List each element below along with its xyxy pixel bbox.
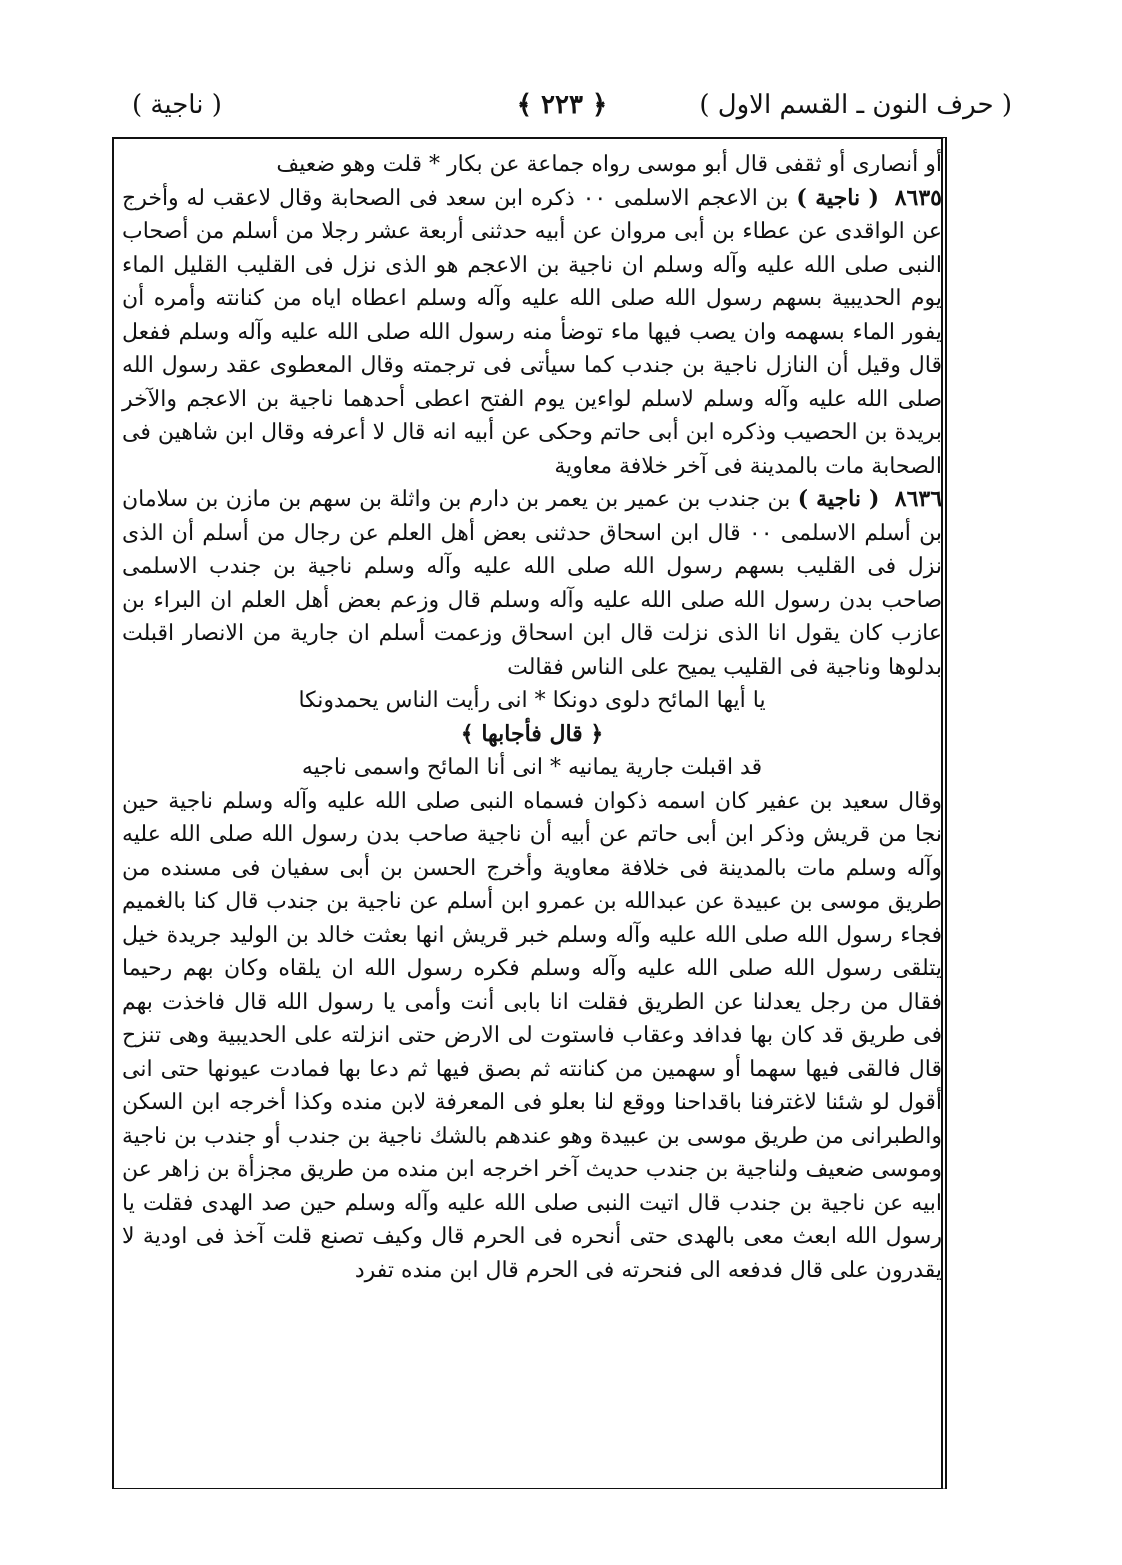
entry-number: ٨٦٣٦ [894,486,943,512]
poem-verse-2: قد اقبلت جارية يمانيه * انى أنا المائح واسمى ناجيه [301,755,763,780]
entry-8636 [122,483,942,684]
page-header [112,84,1012,128]
intro-line: أو أنصارى أو ثقفى قال أبو موسى رواه جماعة عن بكار * قلت وهو ضعيف [276,152,942,177]
section-title: ( حرف النون ـ القسم الاول ) [699,90,1012,120]
entry-number: ٨٦٣٥ [894,184,942,211]
entry-text: بن جندب بن عمير بن يعمر بن دارم بن واثلة بن سهم بن مازن بن سلامان بن أسلم الاسلمى ٠٠ قال ابن اسحاق حدثنى بعض أهل العلم عن رجال من أسلم أن الذى نزل فى القليب بسهم رسول الله صلى الله عليه وآله وسلم ناجية بن جندب الاسلمى صاحب بدن رسول الله صلى الله عليه وآله وسلم قال وزعم بعض أهل العلم ان البراء بن عازب كان يقول انا الذى نزلت قال ابن اسحاق وزعمت أسلم ان جارية من الانصار اقبلت بدلوها وناجية فى القليب يميح على الناس فقالت [122,487,942,680]
poem-label: ﴿ قال فأجابها ﴾ [460,720,604,747]
closing-paragraph: وقال سعيد بن عفير كان اسمه ذكوان فسماه النبى صلى الله عليه وآله وسلم ناجية حين نجا من قريش وذكر ابن أبى حاتم عن أبيه أن ناجية صاحب بدن رسول الله صلى الله عليه وآله وسلم مات بالمدينة فى خلافة معاوية وأخرج الحسن بن أبى سفيان فى مسنده من طريق موسى بن عبيدة عن عبدالله بن عمرو ابن أسلم عن ناجية بن جندب قال كنا بالغميم فجاء رسول الله صلى الله عليه وآله وسلم خبر قريش انها بعثت خالد بن الوليد جريدة خيل يتلقى رسول الله صلى الله عليه وآله وسلم فكره رسول الله ان يلقاه وكان بهم رحيما فقال من رجل يعدلنا عن الطريق فقلت انا بابى أنت وأمى يا رسول الله قال فاخذت بهم فى طريق قد كان بها فدافد وعقاب فاستوت لى الارض حتى انزلته على الحديبية وهى تنزح قال فالقى فيها سهما أو سهمين من كنانته ثم بصق فيها ثم دعا بها فمادت عيونها حتى انى أقول لو شئنا لاغترفنا باقداحنا ووقع لنا بعلو فى المعرفة لابن منده وكذا أخرجه ابن السكن والطبرانى من طريق موسى بن عبيدة وهو عندهم بالشك ناجية بن جندب أو جندب بن ناجية وموسى ضعيف ولناجية بن جندب حديث آخر اخرجه ابن منده من طريق مجزأة بن زاهر عن ابيه عن ناجية بن جندب قال اتيت النبى صلى الله عليه وآله وسلم حين صد الهدى فقلت يا رسول الله ابعث معى بالهدى حتى أنحره فى الحرم قال وكيف تصنع قلت آخذ فى اودية لا يقدرون على قال فدفعه الى فنحرته فى الحرم قال ابن منده تفرد [122,788,942,1283]
entry-8635 [122,182,942,484]
running-entry-name: ( ناجية ) [132,90,222,120]
entry-name: ( ناجية ) [796,184,879,211]
body-text [122,148,942,1287]
page-number: ﴿ ٢٢٣ ﴾ [516,90,608,120]
entry-name: ( ناجية ) [797,486,880,512]
poem-verse-1: يا أيها المائح دلوى دونكا * انى رأيت الناس يحمدونكا [298,688,766,713]
entry-text: بن الاعجم الاسلمى ٠٠ ذكره ابن سعد فى الصحابة وقال لاعقب له وأخرج عن الواقدى عن عطاء بن أبى مروان عن أبيه حدثنى أربعة عشر رجلا من أسلم من أصحاب النبى صلى الله عليه وآله وسلم ان ناجية بن الاعجم هو الذى نزل فى القليب القليل الماء يوم الحديبية بسهم رسول الله صلى الله عليه وآله وسلم اعطاه اياه من كنانته وأمره أن يفور الماء بسهمه وان يصب فيها ماء توضأ منه رسول الله صلى الله عليه وآله وسلم ففعل قال وقيل أن النازل ناجية بن جندب كما سيأتى فى ترجمته وقال المعطوى عقد رسول الله صلى الله عليه وآله وسلم لاسلم لواءين يوم الفتح اعطى أحدهما ناجية بن الاعجم والآخر بريدة بن الحصيب وذكره ابن أبى حاتم وحكى عن أبيه انه قال لا أعرفه وقال ابن شاهين فى الصحابة مات بالمدينة فى آخر خلافة معاوية [122,185,942,479]
